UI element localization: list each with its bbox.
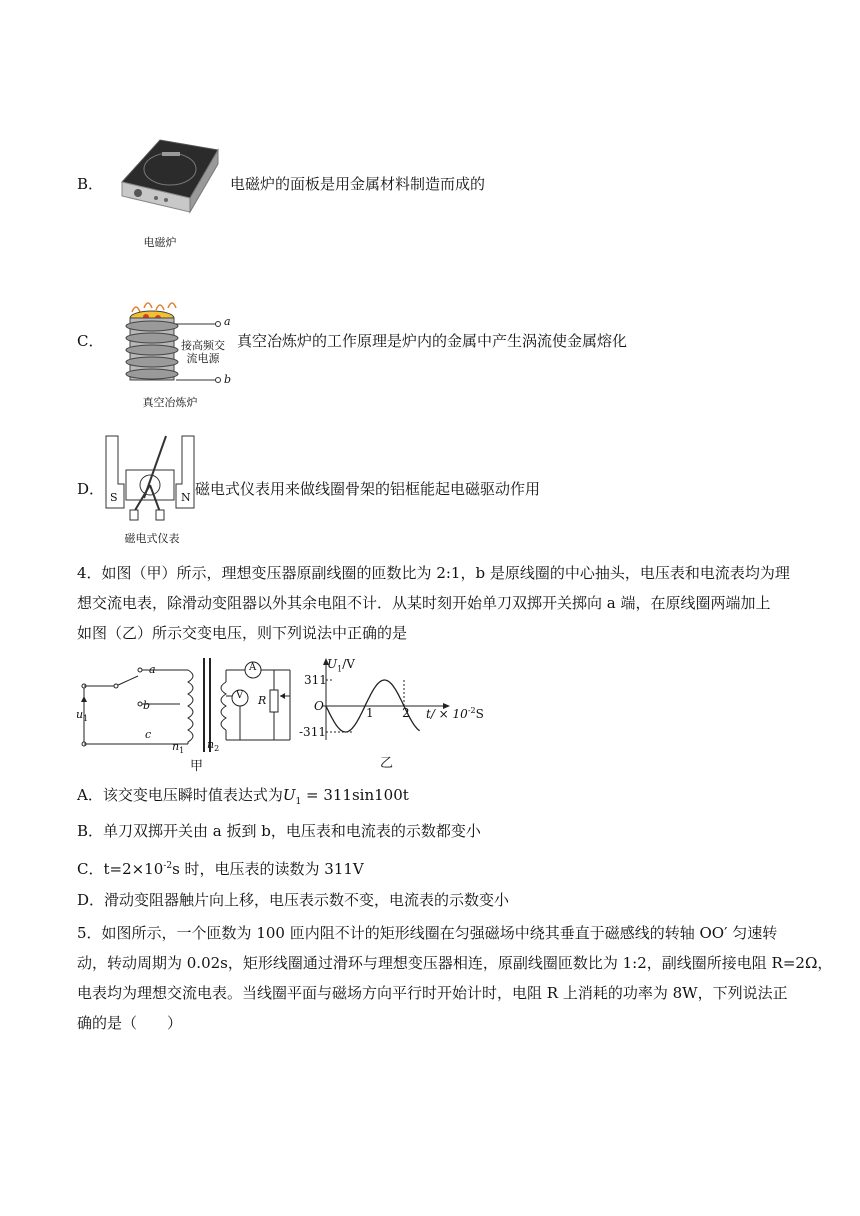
q4-option-d: D．滑动变阻器触片向上移，电压表示数不变，电流表的示数变小	[77, 891, 510, 909]
magnet-pole-n: N	[181, 491, 191, 504]
ammeter-label: A	[249, 662, 257, 673]
y-axis-symbol: U	[327, 657, 338, 671]
induction-cooker-caption: 电磁炉	[143, 236, 177, 249]
furnace-terminal-b: b	[224, 373, 232, 386]
switch-terminal-b: b	[143, 699, 151, 712]
secondary-turns-label	[207, 738, 219, 753]
secondary-turns-symbol: n	[207, 738, 215, 751]
question-5-line-3: 电表均为理想交流电表。当线圈平面与磁场方向平行时开始计时，电阻 R 上消耗的功率为 8W，下列说法正	[77, 984, 788, 1002]
x-axis-exponent: -2	[467, 706, 476, 715]
voltmeter-label: V	[236, 690, 244, 701]
question-4-line-2: 想交流电表，除滑动变阻器以外其余电阻不计．从某时刻开始单刀双掷开关掷向 a 端，在原线圈两端加上	[77, 594, 771, 612]
input-voltage-sub: 1	[83, 714, 89, 724]
y-axis-unit: /V	[342, 657, 355, 671]
q4-option-a-formula: = 311sin100t	[301, 786, 409, 804]
q4-option-a-text: A．该交变电压瞬时值表达式为	[77, 786, 283, 804]
y-axis-sub: 1	[337, 664, 343, 674]
primary-turns-label	[172, 740, 184, 755]
tick-neg-311: -311	[299, 725, 326, 739]
magnet-pole-s: S	[110, 491, 118, 504]
y-axis-label	[327, 657, 355, 673]
furnace-terminal-a: a	[224, 315, 231, 328]
induction-cooker-image	[108, 136, 220, 228]
primary-turns-sub: 1	[179, 746, 185, 756]
q4-option-a-formula-sub: 1	[295, 797, 302, 807]
x-axis-label	[426, 706, 484, 721]
option-d-letter: D．	[77, 480, 105, 498]
terminal-c: c	[145, 728, 152, 741]
option-b-letter: B．	[77, 175, 104, 193]
q4-option-b: B．单刀双掷开关由 a 扳到 b，电压表和电流表的示数都变小	[77, 822, 481, 840]
question-5-line-2: 动，转动周期为 0.02s，矩形线圈通过滑环与理想变压器相连，原副线圈匝数比为 1:2，副线圈所接电阻 R=2Ω，	[77, 954, 833, 972]
option-b-text: 电磁炉的面板是用金属材料制造而成的	[230, 175, 486, 193]
moving-coil-meter-image	[104, 432, 196, 524]
furnace-power-label	[181, 339, 225, 365]
tick-311: 311	[304, 673, 327, 687]
q4-option-c-exponent: -2	[163, 861, 173, 871]
tick-1: 1	[366, 706, 374, 720]
question-5-line-1: 5．如图所示，一个匝数为 100 匝内阻不计的矩形线圈在匀强磁场中绕其垂直于磁感线的转轴 OO′ 匀速转	[77, 924, 778, 942]
figure-yi-label: 乙	[380, 756, 394, 771]
x-axis-symbol: t/ × 10	[426, 707, 468, 721]
tick-2: 2	[402, 706, 410, 720]
moving-coil-meter-caption: 磁电式仪表	[124, 532, 180, 545]
secondary-turns-sub: 2	[214, 744, 220, 754]
question-4-line-1: 4．如图（甲）所示，理想变压器原副线圈的匝数比为 2:1，b 是原线圈的中心抽头，电压表和电流表均为理	[77, 564, 790, 582]
switch-terminal-a: a	[149, 663, 156, 676]
q4-option-c-text-pre: C．t=2×10	[77, 860, 164, 878]
option-c-letter: C．	[77, 332, 104, 350]
input-voltage-label	[76, 708, 88, 723]
vacuum-furnace-caption: 真空冶炼炉	[142, 396, 198, 409]
question-4-stem	[77, 558, 797, 648]
q4-option-c	[77, 856, 364, 879]
q4-option-a-formula-symbol: U	[282, 786, 296, 804]
origin-label: O	[314, 699, 324, 713]
q4-option-c-text-post: s 时，电压表的读数为 311V	[172, 860, 364, 878]
option-c-text: 真空冶炼炉的工作原理是炉内的金属中产生涡流使金属熔化	[237, 332, 628, 350]
resistor-label: R	[258, 694, 267, 707]
question-4-line-3: 如图（乙）所示交变电压，则下列说法中正确的是	[77, 624, 408, 642]
primary-turns-symbol: n	[172, 740, 180, 753]
figure-jia-label: 甲	[190, 759, 204, 774]
option-d-text: 磁电式仪表用来做线圈骨架的铝框能起电磁驱动作用	[195, 480, 541, 498]
x-axis-unit: S	[475, 707, 484, 721]
furnace-power-label-line1: 接高频交	[181, 339, 225, 352]
question-5-line-4: 确的是（ ）	[77, 1014, 183, 1032]
transformer-circuit-diagram	[76, 652, 316, 770]
q4-option-a	[77, 785, 409, 812]
furnace-power-label-line2: 流电源	[186, 352, 220, 365]
question-5-stem	[77, 918, 833, 1038]
input-voltage-symbol: u	[76, 708, 84, 721]
